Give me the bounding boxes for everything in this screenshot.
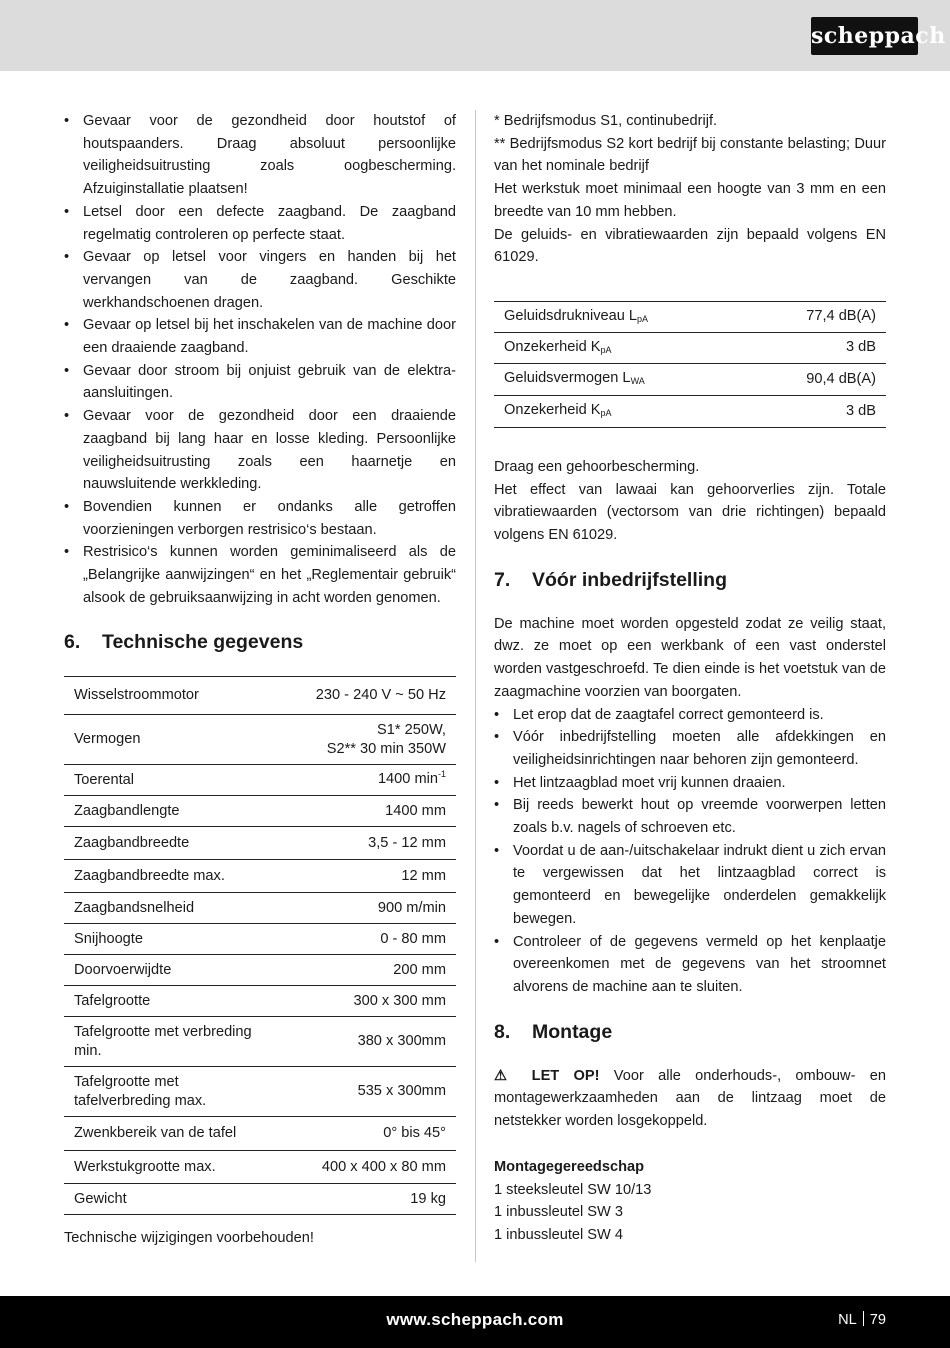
row-label: Snijhoogte (64, 924, 274, 955)
row-label: Vermogen (64, 715, 274, 765)
section-title: Technische gegevens (102, 631, 304, 654)
row-value-line: S2** 30 min 350W (326, 740, 446, 757)
hearing-protection-notes (494, 456, 886, 547)
table-row (64, 1017, 456, 1067)
table-row (64, 765, 456, 796)
row-value: 400 x 400 x 80 mm (274, 1151, 456, 1184)
warning-text: Voor alle onderhouds-, ombouw- en montagewerkzaamheden aan de lintzaag moet de netstekker worden losgekoppeld. (494, 1067, 886, 1130)
table-row (64, 1117, 456, 1151)
row-value: 3 dB (747, 395, 886, 427)
row-label: Tafelgrootte met verbreding min. (64, 1017, 274, 1067)
table-row (64, 715, 456, 765)
note-line: * Bedrijfsmodus S1, continubedrijf. (494, 113, 718, 129)
table-row (494, 332, 886, 363)
list-item: • Gevaar voor de gezondheid door een draaiende zaagband bij lang haar en losse kleding. Persoonlijke veiligheidsuitrusting zoals een haarnetje en nauwsluitende werkkleding. (64, 405, 456, 496)
section-title: Montage (532, 1020, 613, 1043)
row-label: Tafelgrootte met tafelverbreding max. (64, 1067, 274, 1117)
warning-label: LET OP! (531, 1067, 600, 1084)
row-label (494, 363, 747, 395)
note-line: Draag een gehoorbescherming. (494, 458, 700, 475)
row-label (494, 395, 747, 427)
list-item: • Gevaar door stroom bij onjuist gebruik van de elektra-aansluitingen. (64, 360, 456, 405)
row-label: Zaagbandsnelheid (64, 893, 274, 924)
table-row (64, 924, 456, 955)
table-row (64, 860, 456, 893)
note-line: Het effect van lawaai kan gehoorverlies zijn. Totale vibratiewaarden (vectorsom van drie richtingen) bepaald volgens EN 61029. (494, 481, 886, 544)
row-value: 535 x 300mm (274, 1067, 456, 1117)
list-item: • Restrisico‘s kunnen worden geminimaliseerd als de „Belangrijke aanwijzingen“ en het „Reglementair gebruik“ alsook de gebruiksaanwijzing in acht worden genomen. (64, 541, 456, 609)
footer-bar (0, 1296, 950, 1348)
table-row (494, 301, 886, 332)
section-number: 8. (494, 1020, 511, 1043)
row-label-sub: pA (600, 408, 612, 419)
row-value-line: S1* 250W, (377, 721, 446, 738)
warning-paragraph (494, 1065, 886, 1133)
row-label-sub: WA (630, 376, 645, 387)
row-value: 200 mm (274, 955, 456, 986)
residual-risk-list (64, 110, 456, 609)
row-value: 0° bis 45° (274, 1117, 456, 1151)
row-value: 0 - 80 mm (274, 924, 456, 955)
row-label-text: Geluidsdrukniveau L (504, 307, 638, 324)
row-value: 1400 mm (274, 796, 456, 827)
row-label (494, 332, 747, 363)
list-item: • Voordat u de aan-/uitschakelaar indrukt dient u zich ervan te vergewissen dat het lintzaagblad correct is gemonteerd en bewegelijke onderdelen gemakkelijk bewegen. (494, 840, 886, 931)
list-item: • Gevaar op letsel voor vingers en handen bij het vervangen van de zaagband. Geschikte werkhandschoenen dragen. (64, 246, 456, 314)
left-column (64, 110, 456, 1250)
row-label: Doorvoerwijdte (64, 955, 274, 986)
row-value: 900 m/min (274, 893, 456, 924)
tool-item: 1 steeksleutel SW 10/13 (494, 1181, 652, 1198)
note-line: ** Bedrijfsmodus S2 kort bedrijf bij constante belasting; Duur van het nominale bedrijf (494, 135, 886, 175)
row-label-sub: pA (600, 344, 612, 355)
row-value: 3 dB (747, 332, 886, 363)
row-label-text: Onzekerheid K (504, 338, 601, 355)
row-label: Wisselstroommotor (64, 677, 274, 715)
right-column (494, 110, 886, 1247)
scheppach-logo: scheppach (811, 17, 918, 55)
operating-mode-notes (494, 110, 886, 269)
column-divider (475, 110, 476, 1262)
page-number: 79 (869, 1312, 886, 1328)
website-link[interactable]: www.scheppach.com (386, 1310, 564, 1329)
table-row (64, 1067, 456, 1117)
row-value: 230 - 240 V ~ 50 Hz (274, 677, 456, 715)
tool-item: 1 inbussleutel SW 4 (494, 1226, 623, 1243)
list-item: • Gevaar op letsel bij het inschakelen van de machine door een draaiende zaagband. (64, 314, 456, 359)
table-row (64, 677, 456, 715)
page-indicator (838, 1311, 886, 1328)
section-number: 7. (494, 568, 511, 591)
row-value: 77,4 dB(A) (747, 301, 886, 332)
row-value (274, 715, 456, 765)
list-item: • Let erop dat de zaagtafel correct gemonteerd is. (494, 704, 886, 727)
table-row (64, 827, 456, 860)
table-row (64, 893, 456, 924)
table-row (494, 395, 886, 427)
list-item: • Het lintzaagblad moet vrij kunnen draaien. (494, 772, 886, 795)
list-item: • Bij reeds bewerkt hout op vreemde voorwerpen letten zoals b.v. nagels of schroeven etc. (494, 794, 886, 839)
note-line: De geluids- en vibratiewaarden zijn bepaald volgens EN 61029. (494, 226, 886, 266)
row-value (274, 765, 456, 796)
tool-item: 1 inbussleutel SW 3 (494, 1204, 623, 1221)
row-value: 300 x 300 mm (274, 986, 456, 1017)
table-row (494, 363, 886, 395)
row-value: 380 x 300mm (274, 1017, 456, 1067)
noise-table (494, 301, 886, 428)
row-value: 3,5 - 12 mm (274, 827, 456, 860)
row-label: Toerental (64, 765, 274, 796)
row-label: Zwenkbereik van de tafel (64, 1117, 274, 1151)
separator (863, 1311, 864, 1326)
table-row (64, 1151, 456, 1184)
section-title: Vóór inbedrijfstelling (532, 568, 728, 591)
list-item: • Vóór inbedrijfstelling moeten alle afdekkingen en veiligheidsinrichtingen naar behoren zijn gemonteerd. (494, 726, 886, 771)
row-label: Zaagbandbreedte (64, 827, 274, 860)
row-value: 90,4 dB(A) (747, 363, 886, 395)
table-row (64, 986, 456, 1017)
section-7-intro: De machine moet worden opgesteld zodat ze veilig staat, dwz. ze moet op een werkbank of een vast onderstel worden vastgeschroefd. Te dien einde is het voetstuk van de zaagmachine voorzien van boorgaten. (494, 615, 886, 700)
row-label-text: Geluidsvermogen L (504, 370, 631, 387)
list-item: • Bovendien kunnen er ondanks alle getroffen voorzieningen verborgen restrisico‘s bestaan. (64, 496, 456, 541)
row-value-text: 1400 min (377, 771, 438, 788)
language-code: NL (838, 1312, 857, 1328)
section-number: 6. (64, 631, 81, 654)
commissioning-list (494, 704, 886, 999)
header-bar (0, 0, 950, 71)
row-value: 12 mm (274, 860, 456, 893)
row-value: 19 kg (274, 1184, 456, 1215)
row-label: Zaagbandbreedte max. (64, 860, 274, 893)
row-label: Zaagbandlengte (64, 796, 274, 827)
technical-data-table (64, 676, 456, 1215)
list-item: • Controleer of de gegevens vermeld op het kenplaatje overeenkomen met de gegevens van het stroomnet alvorens de machine aan te sluiten. (494, 931, 886, 999)
section-8-heading (494, 1019, 886, 1045)
row-label: Tafelgrootte (64, 986, 274, 1017)
table-row (64, 796, 456, 827)
technical-changes-note: Technische wijzigingen voorbehouden! (64, 1230, 314, 1247)
row-label: Gewicht (64, 1184, 274, 1215)
note-line: Het werkstuk moet minimaal een hoogte van 3 mm en een breedte van 10 mm hebben. (494, 181, 886, 220)
row-label-text: Onzekerheid K (504, 402, 601, 419)
row-label-sub: pA (637, 313, 649, 324)
list-item: • Gevaar voor de gezondheid door houtstof of houtspaanders. Draag absoluut persoonlijke veiligheidsuitrusting zoals oogbescherming. Afzuiginstallatie plaatsen! (64, 110, 456, 201)
list-item: • Letsel door een defecte zaagband. De zaagband regelmatig controleren op perfecte staat. (64, 201, 456, 246)
warning-triangle-icon: ⚠ (494, 1067, 518, 1084)
row-value-sup: -1 (437, 769, 446, 780)
table-row (64, 1184, 456, 1215)
row-label (494, 301, 747, 332)
section-7-heading (494, 567, 886, 593)
tools-heading: Montagegereedschap (494, 1158, 645, 1175)
row-label: Werkstukgrootte max. (64, 1151, 274, 1184)
table-row (64, 955, 456, 986)
section-6-heading (64, 629, 456, 655)
